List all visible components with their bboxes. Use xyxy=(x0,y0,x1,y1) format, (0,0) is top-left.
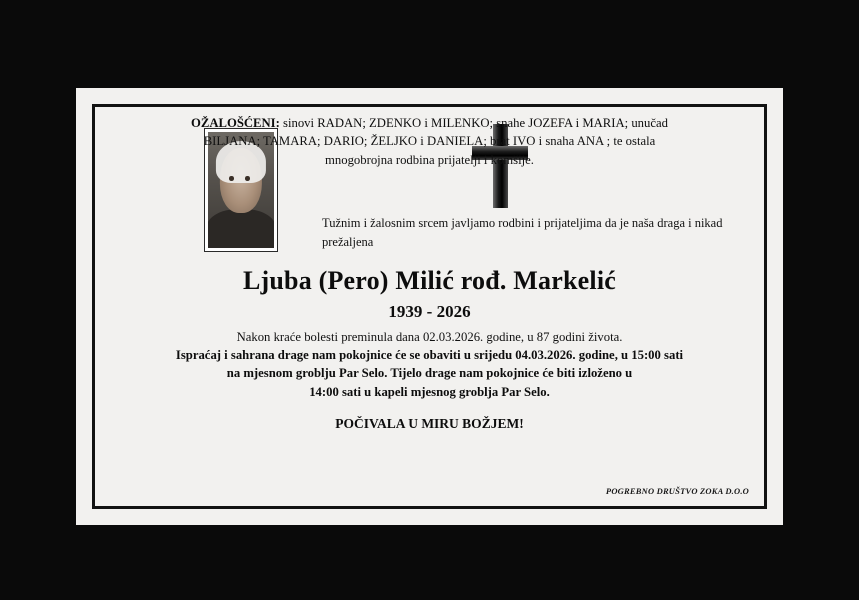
mourners-label: OŽALOŠĆENI: xyxy=(191,116,280,130)
obituary-content xyxy=(104,114,755,499)
portrait-eye-right xyxy=(245,176,250,181)
mourners-names-1: sinovi RADAN; ZDENKO i MILENKO; snahe JOZEFA i MARIA; unučad xyxy=(279,116,668,130)
mourners-line-3: mnogobrojna rodbina prijatelji i komšije. xyxy=(325,152,534,167)
portrait-body-shape xyxy=(208,209,274,248)
mourners-line-2: BILJANA; TAMARA; DARIO; ŽELJKO i DANIELA; brat IVO i snaha ANA ; te ostala xyxy=(203,134,656,149)
funeral-agency-credit: POGREBNO DRUŠTVO ZOKA D.O.O xyxy=(605,486,749,496)
funeral-details xyxy=(104,346,755,401)
mourners-block xyxy=(104,114,755,169)
life-years: 1939 - 2026 xyxy=(388,302,471,321)
funeral-line-3: 14:00 sati u kapeli mjesnog groblja Par Selo. xyxy=(309,384,550,399)
deceased-name: Ljuba (Pero) Milić rođ. Markelić xyxy=(243,266,616,295)
portrait-eye-left xyxy=(229,176,234,181)
obituary-card xyxy=(76,88,783,525)
mourners-line-1 xyxy=(104,114,755,132)
intro-text: Tužnim i žalosnim srcem javljamo rodbini i prijateljima da je naša draga i nikad prežaljena xyxy=(322,216,723,249)
funeral-line-1: Ispraćaj i sahrana drage nam pokojnice će se obaviti u srijedu 04.03.2026. godine, u 15:00 sati xyxy=(175,348,684,362)
death-details-line: Nakon kraće bolesti preminula dana 02.03.2026. godine, u 87 godini života. xyxy=(236,330,623,344)
funeral-line-2: na mjesnom groblju Par Selo. Tijelo drage nam pokojnice će biti izloženo u xyxy=(226,366,633,381)
rest-in-peace-text: POČIVALA U MIRU BOŽJEM! xyxy=(335,416,524,431)
